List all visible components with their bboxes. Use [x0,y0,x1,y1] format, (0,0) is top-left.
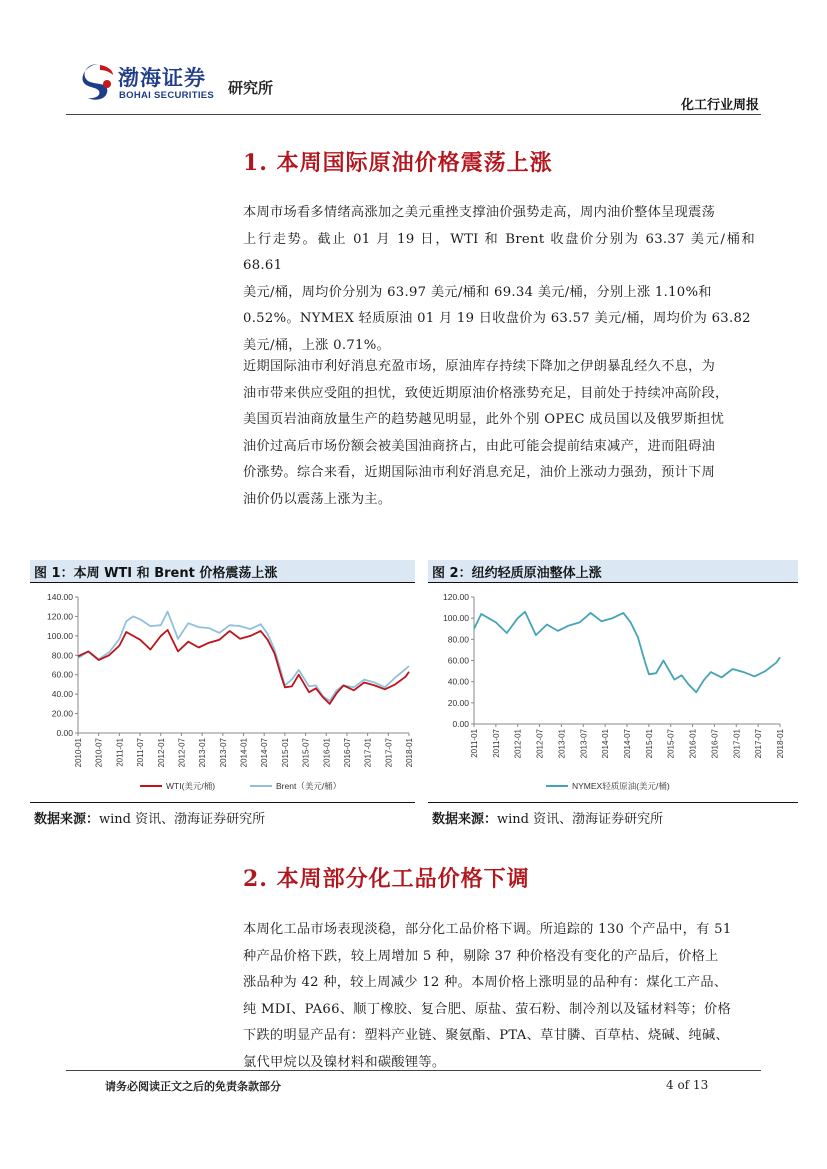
text-line: 涨品种为 42 种，较上周减少 12 种。本周价格上涨明显的品种有：煤化工产品、 [243,975,728,990]
x-tick-label: 2012-01 [513,729,523,759]
bohai-logo-icon [80,62,116,102]
x-tick-label: 2011-07 [491,729,501,758]
text-line: 下跌的明显产品有：塑料产业链、聚氨酯、PTA、草甘膦、百草枯、烧碱、纯碱、 [243,1028,729,1043]
disclaimer-note: 请务必阅读正文之后的免责条款部分 [105,1080,281,1093]
text-line: 美元/桶，周均价分别为 63.97 美元/桶和 69.34 美元/桶，分别上涨 1.10%和 [243,284,712,300]
legend-label: WTI(美元/桶) [166,781,216,791]
text-line: 本周市场看多情绪高涨加之美元重挫支撑油价强势走高，周内油价整体呈现震荡 [243,205,716,220]
header-divider [66,114,761,115]
y-tick-label: 40.00 [447,676,469,687]
section2-heading: 2. 本周部分化工品价格下调 [243,866,530,892]
x-tick-label: 2014-07 [260,738,270,768]
page-number: 4 of 13 [666,1078,709,1092]
y-tick-label: 40.00 [51,689,73,700]
x-tick-label: 2014-01 [239,738,249,768]
y-tick-label: 100.00 [47,630,73,641]
footer-divider [66,1070,761,1071]
x-tick-label: 2010-07 [94,738,104,768]
x-tick-label: 2016-01 [688,729,698,759]
y-tick-label: 0.00 [452,719,469,729]
section1-paragraph-2 [243,354,755,513]
text-line: 油价仍以震荡上涨为主。 [243,491,392,507]
series-line [78,630,409,704]
x-tick-label: 2017-07 [384,738,394,768]
source-text: wind 资讯、渤海证券研究所 [99,812,266,827]
text-line: 上行走势。截止 01 月 19 日，WTI 和 Brent 收盘价分别为 63.37 美元/桶和 68.61 [243,231,755,273]
figure1-chart [30,585,415,800]
x-tick-label: 2017-01 [732,729,742,759]
section2-paragraph [243,917,755,1076]
y-tick-label: 80.00 [51,650,73,661]
x-tick-label: 2011-01 [470,729,479,758]
institute-label: 研究所 [228,79,274,97]
figure2-top-rule [428,582,798,583]
figure2-title: 图 2：纽约轻质原油整体上涨 [432,566,602,581]
x-tick-label: 2012-07 [177,738,187,768]
figure1-top-rule [30,582,415,583]
text-line: 美国页岩油商放量生产的趋势越见明显，此外个别 OPEC 成员国以及俄罗斯担忧 [243,412,725,427]
x-tick-label: 2015-01 [644,729,654,759]
text-line: 0.52%。NYMEX 轻质原油 01 月 19 日收盘价为 63.57 美元/桶，周均价为 63.82 [243,311,751,326]
x-tick-label: 2011-01 [115,738,125,767]
y-tick-label: 20.00 [51,708,73,719]
x-tick-label: 2012-07 [535,729,545,759]
x-tick-label: 2017-01 [363,738,373,768]
series-line [474,612,780,693]
figure1-source [34,808,265,827]
y-tick-label: 100.00 [443,613,469,624]
x-tick-label: 2015-07 [666,729,676,759]
x-tick-label: 2013-07 [579,729,589,759]
x-tick-label: 2012-01 [156,738,166,768]
y-tick-label: 80.00 [447,634,469,645]
x-tick-label: 2016-01 [322,738,332,768]
y-tick-label: 60.00 [51,669,73,680]
x-tick-label: 2016-07 [342,738,352,768]
report-type: 化工行业周报 [680,98,759,113]
y-tick-label: 120.00 [47,611,73,622]
figure1-title: 图 1：本周 WTI 和 Brent 价格震荡上涨 [34,566,278,581]
y-tick-label: 60.00 [447,655,469,666]
x-tick-label: 2013-01 [557,729,567,759]
text-line: 种产品价格下跌，较上周增加 5 种，剔除 37 种价格没有变化的产品后，价格上 [243,948,719,964]
y-tick-label: 0.00 [56,728,73,738]
figure2-bottom-rule [428,802,798,803]
text-line: 氯代甲烷以及镍材料和碳酸锂等。 [243,1054,446,1070]
text-line: 近期国际油市利好消息充盈市场，原油库存持续下降加之伊朗暴乱经久不息，为 [243,359,716,374]
x-tick-label: 2013-01 [198,738,208,768]
x-tick-label: 2013-07 [218,738,228,768]
source-label: 数据来源： [432,812,498,827]
brand-name-en: BOHAI SECURITIES [119,90,215,101]
text-line: 本周化工品市场表现淡稳，部分化工品价格下调。所追踪的 130 个产品中，有 51 [243,922,732,937]
y-tick-label: 120.00 [443,592,469,602]
x-tick-label: 2016-07 [710,729,720,759]
source-label: 数据来源： [34,812,100,827]
legend-label: NYMEX轻质原油(美元/桶) [572,781,670,791]
figure2-chart [428,585,798,800]
text-line: 油价过高后市场份额会被美国油商挤占，由此可能会提前结束减产，进而阻碍油 [243,438,716,454]
x-tick-label: 2014-01 [601,729,611,759]
text-line: 纯 MDI、PA66、顺丁橡胶、复合肥、原盐、萤石粉、制冷剂以及锰材料等；价格 [243,1001,731,1017]
x-tick-label: 2017-07 [754,729,764,759]
text-line: 美元/桶，上涨 0.71%。 [243,337,391,353]
text-line: 价涨势。综合来看，近期国际油市利好消息充足，油价上涨动力强劲，预计下周 [243,465,716,480]
x-tick-label: 2010-01 [74,738,83,768]
source-text: wind 资讯、渤海证券研究所 [497,812,664,827]
x-tick-label: 2014-07 [623,729,632,759]
legend-label: Brent（美元/桶） [276,781,342,791]
x-tick-label: 2011-07 [136,738,146,767]
figure2-source [432,808,663,827]
x-tick-label: 2015-07 [301,738,311,768]
text-line: 油市带来供应受阻的担忧，致使近期原油价格涨势充足，目前处于持续冲高阶段， [243,385,729,401]
x-tick-label: 2018-01 [776,729,785,759]
section1-paragraph-1 [243,200,755,359]
section1-heading: 1. 本周国际原油价格震荡上涨 [243,150,553,176]
x-tick-label: 2015-01 [280,738,290,768]
x-tick-label: 2018-01 [405,738,414,768]
brand-name-cn: 渤海证券 [118,66,206,90]
y-tick-label: 20.00 [447,697,469,708]
figure1-bottom-rule [30,802,415,803]
y-tick-label: 140.00 [47,592,73,602]
series-line [78,612,409,701]
